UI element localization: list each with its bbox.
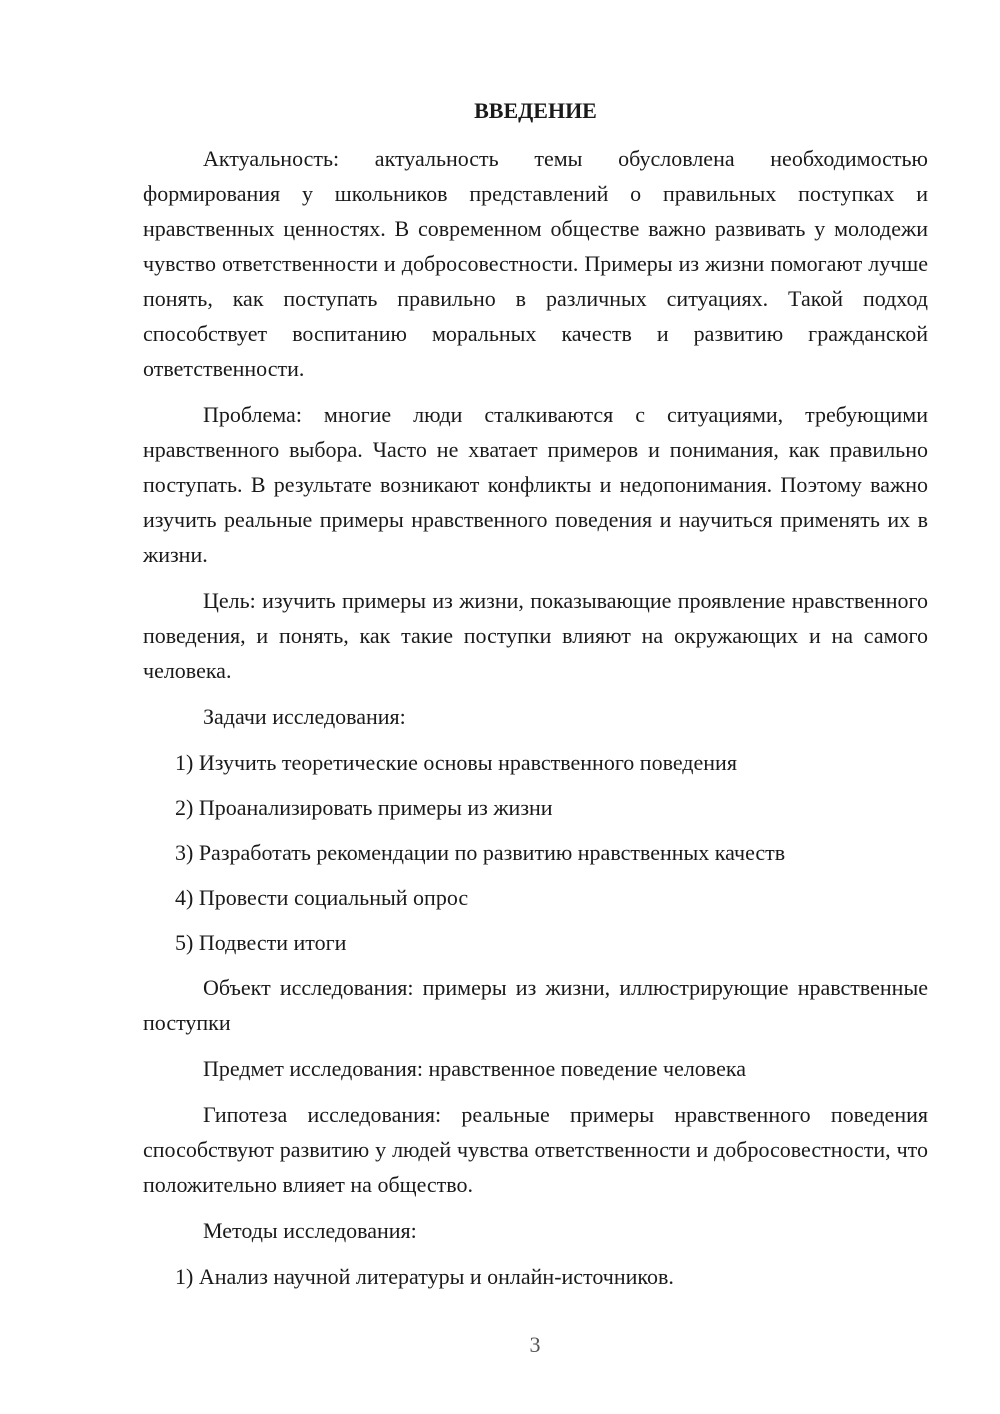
relevance-paragraph: Актуальность: актуальность темы обусловлена необходимостью формирования у школьников представлений о правильных поступках и нравственных ценностях. В современном обществе важно развивать у молодежи чувство ответственности и добросовестности. Примеры из жизни помогают лучше понять, как поступать правильно в различных ситуациях. Такой подход способствует воспитанию моральных качеств и развитию гражданской ответственности. — [143, 146, 928, 381]
page-number: 3 — [529, 1332, 541, 1357]
task-item: 2) Проанализировать примеры из жизни — [175, 795, 553, 820]
task-item: 3) Разработать рекомендации по развитию нравственных качеств — [175, 840, 786, 865]
section-title: ВВЕДЕНИЕ — [474, 98, 597, 123]
document-page — [143, 93, 928, 1304]
goal-paragraph: Цель: изучить примеры из жизни, показывающие проявление нравственного поведения, и понять, как такие поступки влияют на окружающих и на самого человека. — [143, 588, 928, 683]
methods-list — [143, 1259, 928, 1294]
task-item: 1) Изучить теоретические основы нравственного поведения — [175, 750, 737, 775]
tasks-heading: Задачи исследования: — [203, 704, 406, 729]
task-item: 5) Подвести итоги — [175, 930, 347, 955]
tasks-list — [143, 745, 928, 960]
object-paragraph: Объект исследования: примеры из жизни, иллюстрирующие нравственные поступки — [143, 975, 928, 1035]
subject-paragraph: Предмет исследования: нравственное поведение человека — [203, 1056, 746, 1081]
hypothesis-paragraph: Гипотеза исследования: реальные примеры нравственного поведения способствуют развитию у людей чувства ответственности и добросовестности, что положительно влияет на общество. — [143, 1102, 928, 1197]
problem-paragraph: Проблема: многие люди сталкиваются с ситуациями, требующими нравственного выбора. Часто не хватает примеров и понимания, как правильно поступать. В результате возникают конфликты и недопонимания. Поэтому важно изучить реальные примеры нравственного поведения и научиться применять их в жизни. — [143, 402, 928, 567]
methods-heading: Методы исследования: — [203, 1218, 417, 1243]
task-item: 4) Провести социальный опрос — [175, 885, 469, 910]
method-item: 1) Анализ научной литературы и онлайн-источников. — [175, 1264, 674, 1289]
